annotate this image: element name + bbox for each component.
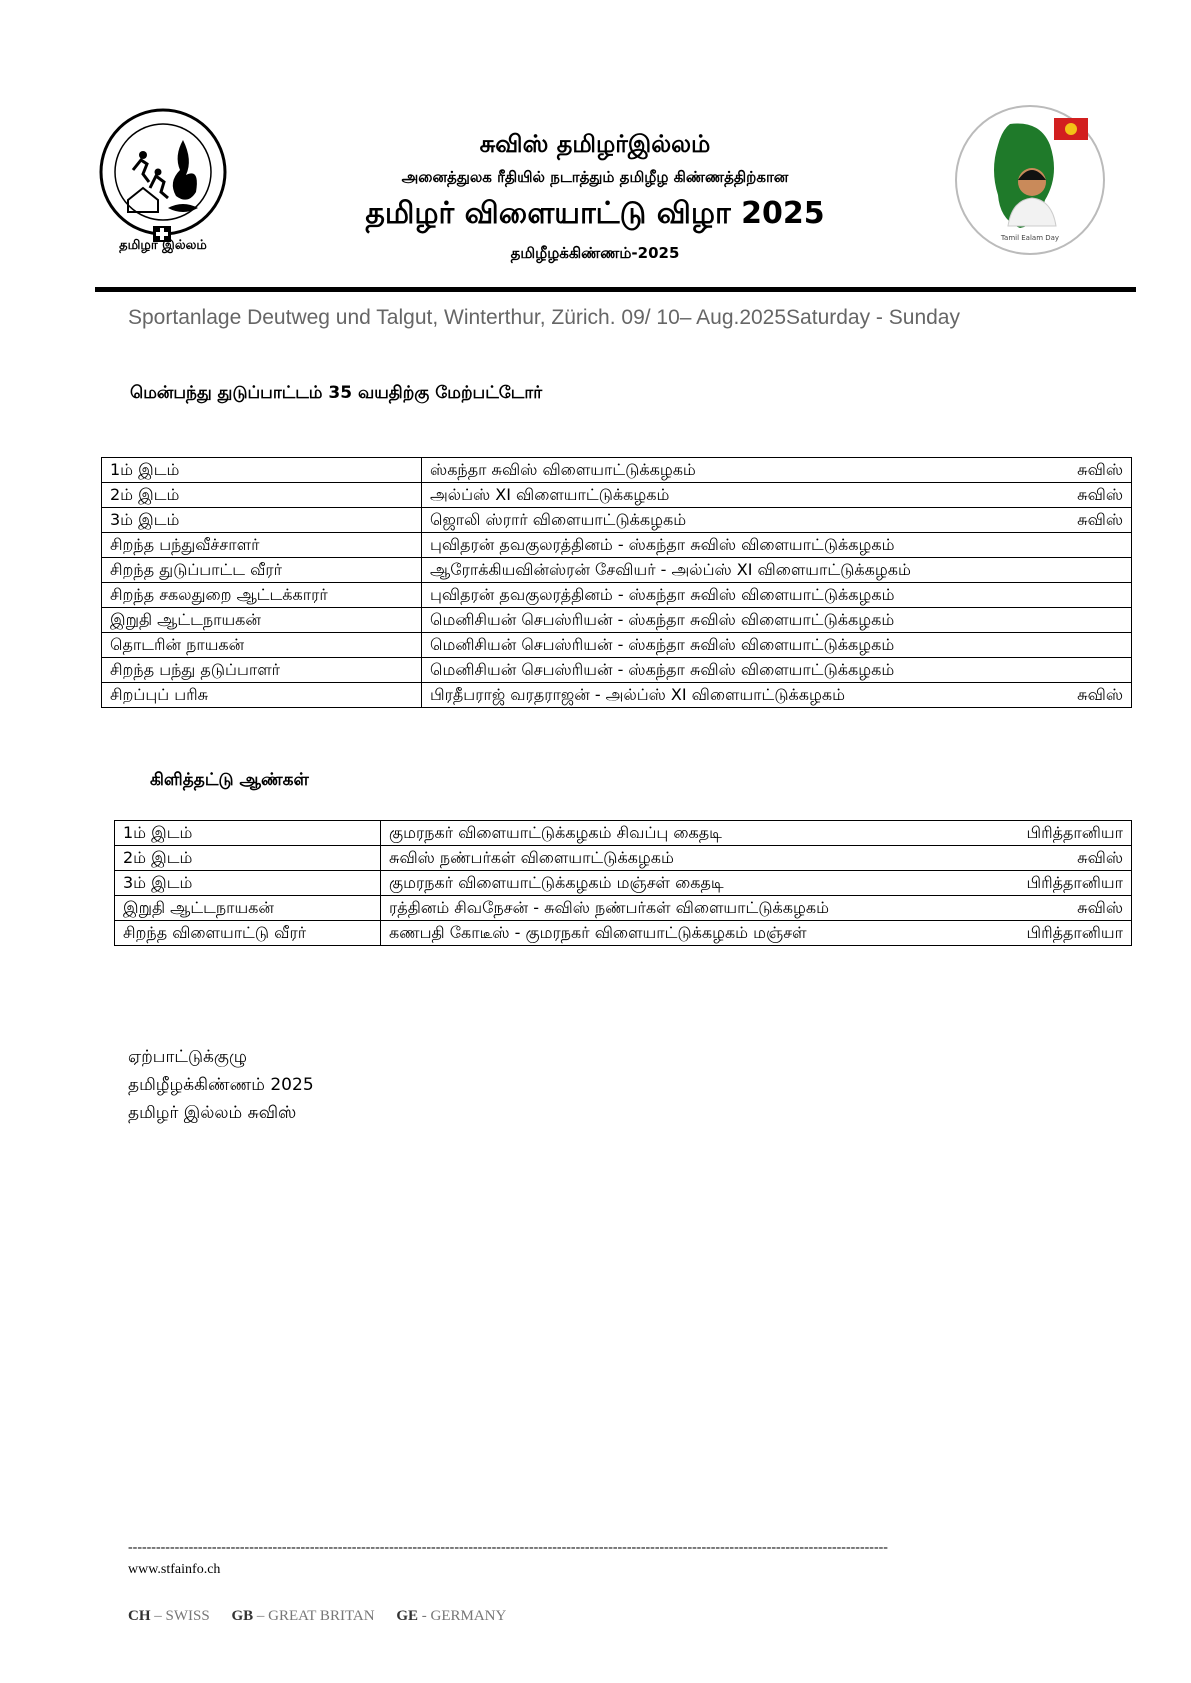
country-legend <box>128 1608 506 1625</box>
legend-gb-code: GB <box>231 1608 254 1624</box>
table-row <box>102 558 1132 583</box>
award-winner: சுவிஸ் நண்பர்கள் விளையாட்டுக்கழகம் <box>389 848 674 867</box>
section1-results-table <box>101 457 1132 708</box>
award-winner-cell <box>422 458 1132 483</box>
award-label: 3ம் இடம் <box>115 871 381 896</box>
award-label: சிறந்த துடுப்பாட்ட வீரர் <box>102 558 422 583</box>
table-row <box>115 821 1132 846</box>
award-label: 1ம் இடம் <box>115 821 381 846</box>
award-winner-cell <box>422 483 1132 508</box>
award-label: தொடரின் நாயகன் <box>102 633 422 658</box>
closing-block <box>128 1043 314 1127</box>
event-title: தமிழர் விளையாட்டு விழா 2025 <box>365 196 825 231</box>
award-winner-cell <box>422 558 1132 583</box>
award-label: சிறந்த பந்துவீச்சாளர் <box>102 533 422 558</box>
award-country: சுவிஸ் <box>1077 685 1123 704</box>
section1-title: மென்பந்து துடுப்பாட்டம் 35 வயதிற்கு மேற்பட்டோர் <box>130 383 543 403</box>
award-label: சிறந்த பந்து தடுப்பாளர் <box>102 658 422 683</box>
award-winner-cell <box>381 871 1132 896</box>
award-label: 1ம் இடம் <box>102 458 422 483</box>
award-country: சுவிஸ் <box>1077 485 1123 504</box>
award-winner-cell <box>381 821 1132 846</box>
award-winner-cell <box>422 608 1132 633</box>
award-country: பிரித்தானியா <box>1026 873 1123 892</box>
award-winner: அல்ப்ஸ் XI விளையாட்டுக்கழகம் <box>430 485 670 504</box>
award-country: பிரித்தானியா <box>1026 923 1123 942</box>
award-country: சுவிஸ் <box>1077 898 1123 917</box>
table-row <box>102 483 1132 508</box>
award-country: சுவிஸ் <box>1077 848 1123 867</box>
closing-cup: தமிழீழக்கிண்ணம் 2025 <box>128 1075 314 1095</box>
award-label: சிறந்த விளையாட்டு வீரர் <box>115 921 381 946</box>
logo-left-caption: தமிழர் இல்லம் <box>119 238 207 253</box>
table-row <box>115 921 1132 946</box>
award-winner: புவிதரன் தவகுலரத்தினம் - ஸ்கந்தா சுவிஸ் விளையாட்டுக்கழகம் <box>430 585 895 604</box>
award-winner: பிரதீபராஜ் வரதராஜன் - அல்ப்ஸ் XI விளையாட்டுக்கழகம் <box>430 685 846 704</box>
cup-name: தமிழீழக்கிண்ணம்-2025 <box>510 244 680 262</box>
table-row <box>102 533 1132 558</box>
table-row <box>102 608 1132 633</box>
award-label: 2ம் இடம் <box>115 846 381 871</box>
table-row <box>102 683 1132 708</box>
award-winner: ஆரோக்கியவின்ஸ்ரன் சேவியர் - அல்ப்ஸ் XI விளையாட்டுக்கழகம் <box>430 560 911 579</box>
legend-ge-code: GE <box>396 1608 419 1624</box>
award-label: 3ம் இடம் <box>102 508 422 533</box>
award-winner-cell <box>422 683 1132 708</box>
legend-gb-text: – GREAT BRITAN <box>253 1608 375 1624</box>
award-winner: புவிதரன் தவகுலரத்தினம் - ஸ்கந்தா சுவிஸ் விளையாட்டுக்கழகம் <box>430 535 895 554</box>
award-winner: மெனிசியன் செபஸ்ரியன் - ஸ்கந்தா சுவிஸ் விளையாட்டுக்கழகம் <box>430 635 895 654</box>
org-name: சுவிஸ் தமிழர்இல்லம் <box>479 130 711 158</box>
table-row <box>115 846 1132 871</box>
header-tagline: அனைத்துலக ரீதியில் நடாத்தும் தமிழீழ கிண்ணத்திற்கான <box>401 168 789 186</box>
award-label: இறுதி ஆட்டநாயகன் <box>115 896 381 921</box>
venue-line: Sportanlage Deutweg und Talgut, Winterthur, Zürich. 09/ 10– Aug.2025Saturday - Sunday <box>128 306 960 329</box>
header-rule <box>95 287 1136 292</box>
table-row <box>102 658 1132 683</box>
award-winner-cell <box>381 846 1132 871</box>
legend-ch-text: – SWISS <box>150 1608 210 1624</box>
table-row <box>102 458 1132 483</box>
org-logo-left <box>88 100 238 260</box>
closing-committee: ஏற்பாட்டுக்குழு <box>128 1047 248 1067</box>
award-country: சுவிஸ் <box>1077 460 1123 479</box>
award-country: பிரித்தானியா <box>1026 823 1123 842</box>
table-row <box>102 633 1132 658</box>
award-winner-cell <box>422 633 1132 658</box>
award-winner: ஜொலி ஸ்ரார் விளையாட்டுக்கழகம் <box>430 510 687 529</box>
footer-website: www.stfainfo.ch <box>128 1562 221 1577</box>
award-label: இறுதி ஆட்டநாயகன் <box>102 608 422 633</box>
award-winner-cell <box>381 896 1132 921</box>
award-label: சிறந்த சகலதுறை ஆட்டக்காரர் <box>102 583 422 608</box>
award-label: சிறப்புப் பரிசு <box>102 683 422 708</box>
footer-dashed-rule: ------------------------------------------------------------------------------------------------------------------------------------------------------------------- <box>128 1540 888 1555</box>
section2-title: கிளித்தட்டு ஆண்கள் <box>150 770 309 790</box>
award-winner: குமரநகர் விளையாட்டுக்கழகம் மஞ்சள் கைதடி <box>389 873 724 892</box>
closing-org: தமிழர் இல்லம் சுவிஸ் <box>128 1103 297 1123</box>
table-row <box>102 583 1132 608</box>
logo-right-caption: Tamil Ealam Day <box>1000 234 1060 242</box>
table-row <box>102 508 1132 533</box>
award-label: 2ம் இடம் <box>102 483 422 508</box>
award-winner-cell <box>422 583 1132 608</box>
section2-results-table <box>114 820 1132 946</box>
award-winner: கணபதி கோடீஸ் - குமரநகர் விளையாட்டுக்கழகம் மஞ்சள் <box>389 923 807 942</box>
award-country: சுவிஸ் <box>1077 510 1123 529</box>
table-row <box>115 896 1132 921</box>
table-row <box>115 871 1132 896</box>
org-emblem-icon <box>88 100 238 260</box>
legend-ge-text: - GERMANY <box>418 1608 507 1624</box>
award-winner: ஸ்கந்தா சுவிஸ் விளையாட்டுக்கழகம் <box>430 460 696 479</box>
tamil-eelam-day-logo <box>950 100 1110 260</box>
legend-ch-code: CH <box>128 1608 151 1624</box>
award-winner-cell <box>422 508 1132 533</box>
award-winner: மெனிசியன் செபஸ்ரியன் - ஸ்கந்தா சுவிஸ் விளையாட்டுக்கழகம் <box>430 610 895 629</box>
award-winner: ரத்தினம் சிவநேசன் - சுவிஸ் நண்பர்கள் விளையாட்டுக்கழகம் <box>389 898 829 917</box>
award-winner-cell <box>422 533 1132 558</box>
award-winner-cell <box>422 658 1132 683</box>
award-winner-cell <box>381 921 1132 946</box>
award-winner: குமரநகர் விளையாட்டுக்கழகம் சிவப்பு கைதடி <box>389 823 722 842</box>
award-winner: மெனிசியன் செபஸ்ரியன் - ஸ்கந்தா சுவிஸ் விளையாட்டுக்கழகம் <box>430 660 895 679</box>
